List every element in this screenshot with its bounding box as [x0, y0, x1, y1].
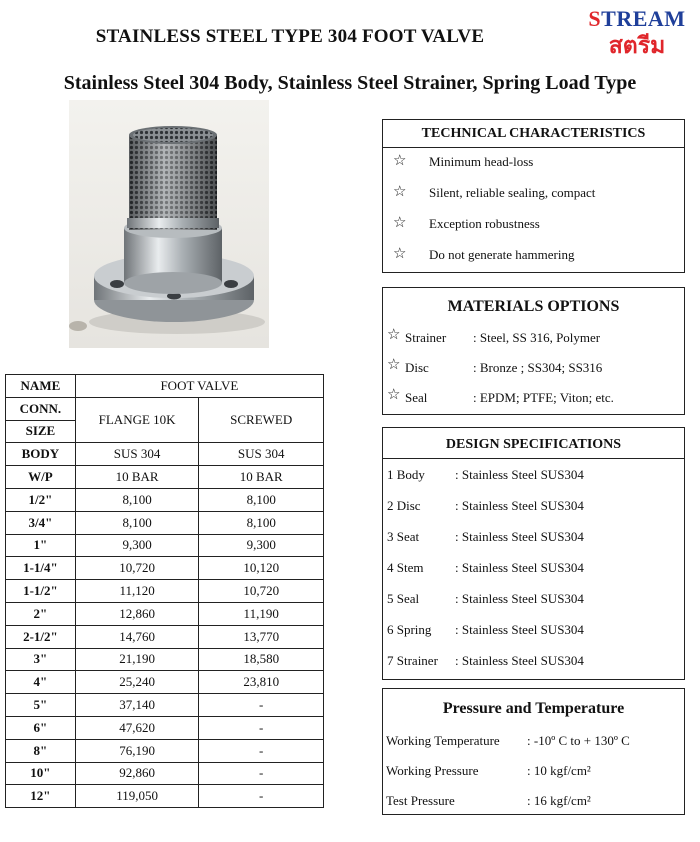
screwed-price-cell: - [199, 716, 324, 739]
flange-price-cell: 11,120 [75, 580, 199, 603]
table-row [6, 466, 324, 489]
spec-value: : Stainless Steel SUS304 [455, 560, 584, 575]
condition-label: Working Temperature [386, 733, 500, 748]
foot-valve-illustration [69, 100, 269, 348]
table-row [6, 557, 324, 580]
flange-price-cell: 47,620 [75, 716, 199, 739]
size-cell: 1-1/4" [6, 557, 76, 580]
table-row [6, 739, 324, 762]
screwed-price-cell: 10,720 [199, 580, 324, 603]
table-row [6, 511, 324, 534]
logo-letter-s: S [588, 6, 602, 31]
spec-label: 1 Body [387, 467, 425, 482]
material-value: : EPDM; PTFE; Viton; etc. [473, 390, 614, 405]
spec-label: 5 Seal [387, 591, 420, 606]
table-row [6, 625, 324, 648]
screwed-price-cell: 8,100 [199, 511, 324, 534]
spec-value: : Stainless Steel SUS304 [455, 591, 584, 606]
spec-label: 6 Spring [387, 622, 432, 637]
list-item [383, 552, 684, 583]
brand-logo [580, 6, 694, 60]
technical-characteristics-heading: TECHNICAL CHARACTERISTICS [383, 120, 684, 148]
page-title: STAINLESS STEEL TYPE 304 FOOT VALVE [95, 26, 485, 47]
body-screwed: SUS 304 [199, 443, 324, 466]
size-cell: 6" [6, 716, 76, 739]
logo-wordmark [580, 6, 694, 32]
spec-label: 3 Seat [387, 529, 420, 544]
screwed-column-header: SCREWED [199, 397, 324, 443]
size-cell: 3/4" [6, 511, 76, 534]
size-cell: 3" [6, 648, 76, 671]
flange-price-cell: 8,100 [75, 511, 199, 534]
list-item [383, 179, 684, 210]
flange-price-cell: 37,140 [75, 694, 199, 717]
condition-label: Working Pressure [386, 763, 479, 778]
screwed-price-cell: - [199, 762, 324, 785]
list-item [383, 614, 684, 645]
list-item [383, 727, 684, 757]
list-item [383, 354, 684, 384]
spec-value: : Stainless Steel SUS304 [455, 498, 584, 513]
flange-price-cell: 10,720 [75, 557, 199, 580]
screwed-price-cell: 13,770 [199, 625, 324, 648]
pressure-temperature-box [382, 688, 685, 815]
spec-value: : Stainless Steel SUS304 [455, 653, 584, 668]
material-value: : Steel, SS 316, Polymer [473, 330, 601, 345]
spec-label: 2 Disc [387, 498, 421, 513]
size-cell: 1" [6, 534, 76, 557]
screwed-price-cell: 18,580 [199, 648, 324, 671]
design-specifications-heading: DESIGN SPECIFICATIONS [383, 428, 684, 459]
table-row [6, 488, 324, 511]
table-row [6, 762, 324, 785]
screwed-price-cell: - [199, 694, 324, 717]
list-item [383, 210, 684, 241]
table-row [6, 534, 324, 557]
flange-price-cell: 76,190 [75, 739, 199, 762]
table-row [6, 671, 324, 694]
size-cell: 8" [6, 739, 76, 762]
star-icon: ☆ [393, 182, 407, 200]
condition-value: : -10º C to + 130º C [527, 733, 630, 748]
star-icon: ☆ [393, 213, 407, 231]
material-value: : Bronze ; SS304; SS316 [473, 360, 603, 375]
name-label: NAME [6, 375, 76, 398]
size-cell: 5" [6, 694, 76, 717]
screwed-price-cell: 11,190 [199, 602, 324, 625]
size-cell: 1-1/2" [6, 580, 76, 603]
material-label: Strainer [405, 330, 447, 345]
characteristic-text: Silent, reliable sealing, compact [429, 185, 596, 200]
name-value: FOOT VALVE [75, 375, 323, 398]
spec-label: 4 Stem [387, 560, 424, 575]
star-icon: ☆ [387, 325, 401, 343]
table-row [6, 580, 324, 603]
screwed-price-cell: 9,300 [199, 534, 324, 557]
table-row [6, 375, 324, 398]
pressure-temperature-heading: Pressure and Temperature [442, 700, 625, 717]
wp-label: W/P [6, 466, 76, 489]
table-row [6, 443, 324, 466]
flange-price-cell: 9,300 [75, 534, 199, 557]
table-row [6, 694, 324, 717]
logo-letters-tream: TREAM [601, 6, 686, 31]
table-row [6, 602, 324, 625]
size-cell: 2-1/2" [6, 625, 76, 648]
flange-price-cell: 8,100 [75, 488, 199, 511]
list-item [383, 521, 684, 552]
screwed-price-cell: - [199, 785, 324, 808]
product-photo [69, 100, 269, 348]
screwed-price-cell: 8,100 [199, 488, 324, 511]
table-row [6, 785, 324, 808]
spec-value: : Stainless Steel SUS304 [455, 622, 584, 637]
star-icon: ☆ [393, 244, 407, 262]
design-specifications-box [382, 427, 685, 680]
material-label: Disc [405, 360, 429, 375]
materials-options-box [382, 287, 685, 415]
logo-thai-text: สตรีม [608, 33, 666, 59]
flange-price-cell: 14,760 [75, 625, 199, 648]
flange-price-cell: 92,860 [75, 762, 199, 785]
list-item [383, 148, 684, 179]
size-cell: 10" [6, 762, 76, 785]
list-item [383, 787, 684, 817]
wp-screwed: 10 BAR [199, 466, 324, 489]
characteristic-text: Do not generate hammering [429, 247, 575, 262]
flange-price-cell: 119,050 [75, 785, 199, 808]
list-item [383, 324, 684, 354]
characteristic-text: Minimum head-loss [429, 154, 534, 169]
spec-label: 7 Strainer [387, 653, 438, 668]
condition-value: : 10 kgf/cm² [527, 763, 591, 778]
star-icon: ☆ [393, 151, 407, 169]
spec-value: : Stainless Steel SUS304 [455, 529, 584, 544]
list-item [383, 384, 684, 414]
characteristic-text: Exception robustness [429, 216, 540, 231]
flange-price-cell: 12,860 [75, 602, 199, 625]
list-item [383, 757, 684, 787]
spec-value: : Stainless Steel SUS304 [455, 467, 584, 482]
size-cell: 1/2" [6, 488, 76, 511]
list-item [383, 459, 684, 490]
table-row [6, 716, 324, 739]
screwed-price-cell: 23,810 [199, 671, 324, 694]
body-label: BODY [6, 443, 76, 466]
flange-price-cell: 25,240 [75, 671, 199, 694]
list-item [383, 645, 684, 676]
list-item [383, 583, 684, 614]
condition-label: Test Pressure [386, 793, 455, 808]
table-row [6, 397, 324, 420]
flange-price-cell: 21,190 [75, 648, 199, 671]
materials-options-heading: MATERIALS OPTIONS [447, 298, 620, 315]
page-subtitle: Stainless Steel 304 Body, Stainless Steel Strainer, Spring Load Type [63, 72, 637, 94]
size-cell: 4" [6, 671, 76, 694]
body-flange: SUS 304 [75, 443, 199, 466]
list-item [383, 490, 684, 521]
flange-column-header: FLANGE 10K [75, 397, 199, 443]
list-item [383, 241, 684, 272]
size-cell: 12" [6, 785, 76, 808]
size-label: SIZE [6, 420, 76, 443]
screwed-price-cell: - [199, 739, 324, 762]
material-label: Seal [405, 390, 428, 405]
table-row [6, 648, 324, 671]
size-cell: 2" [6, 602, 76, 625]
star-icon: ☆ [387, 355, 401, 373]
conn-label: CONN. [6, 397, 76, 420]
wp-flange: 10 BAR [75, 466, 199, 489]
screwed-price-cell: 10,120 [199, 557, 324, 580]
technical-characteristics-box [382, 119, 685, 273]
star-icon: ☆ [387, 385, 401, 403]
condition-value: : 16 kgf/cm² [527, 793, 591, 808]
size-price-table [5, 374, 324, 808]
